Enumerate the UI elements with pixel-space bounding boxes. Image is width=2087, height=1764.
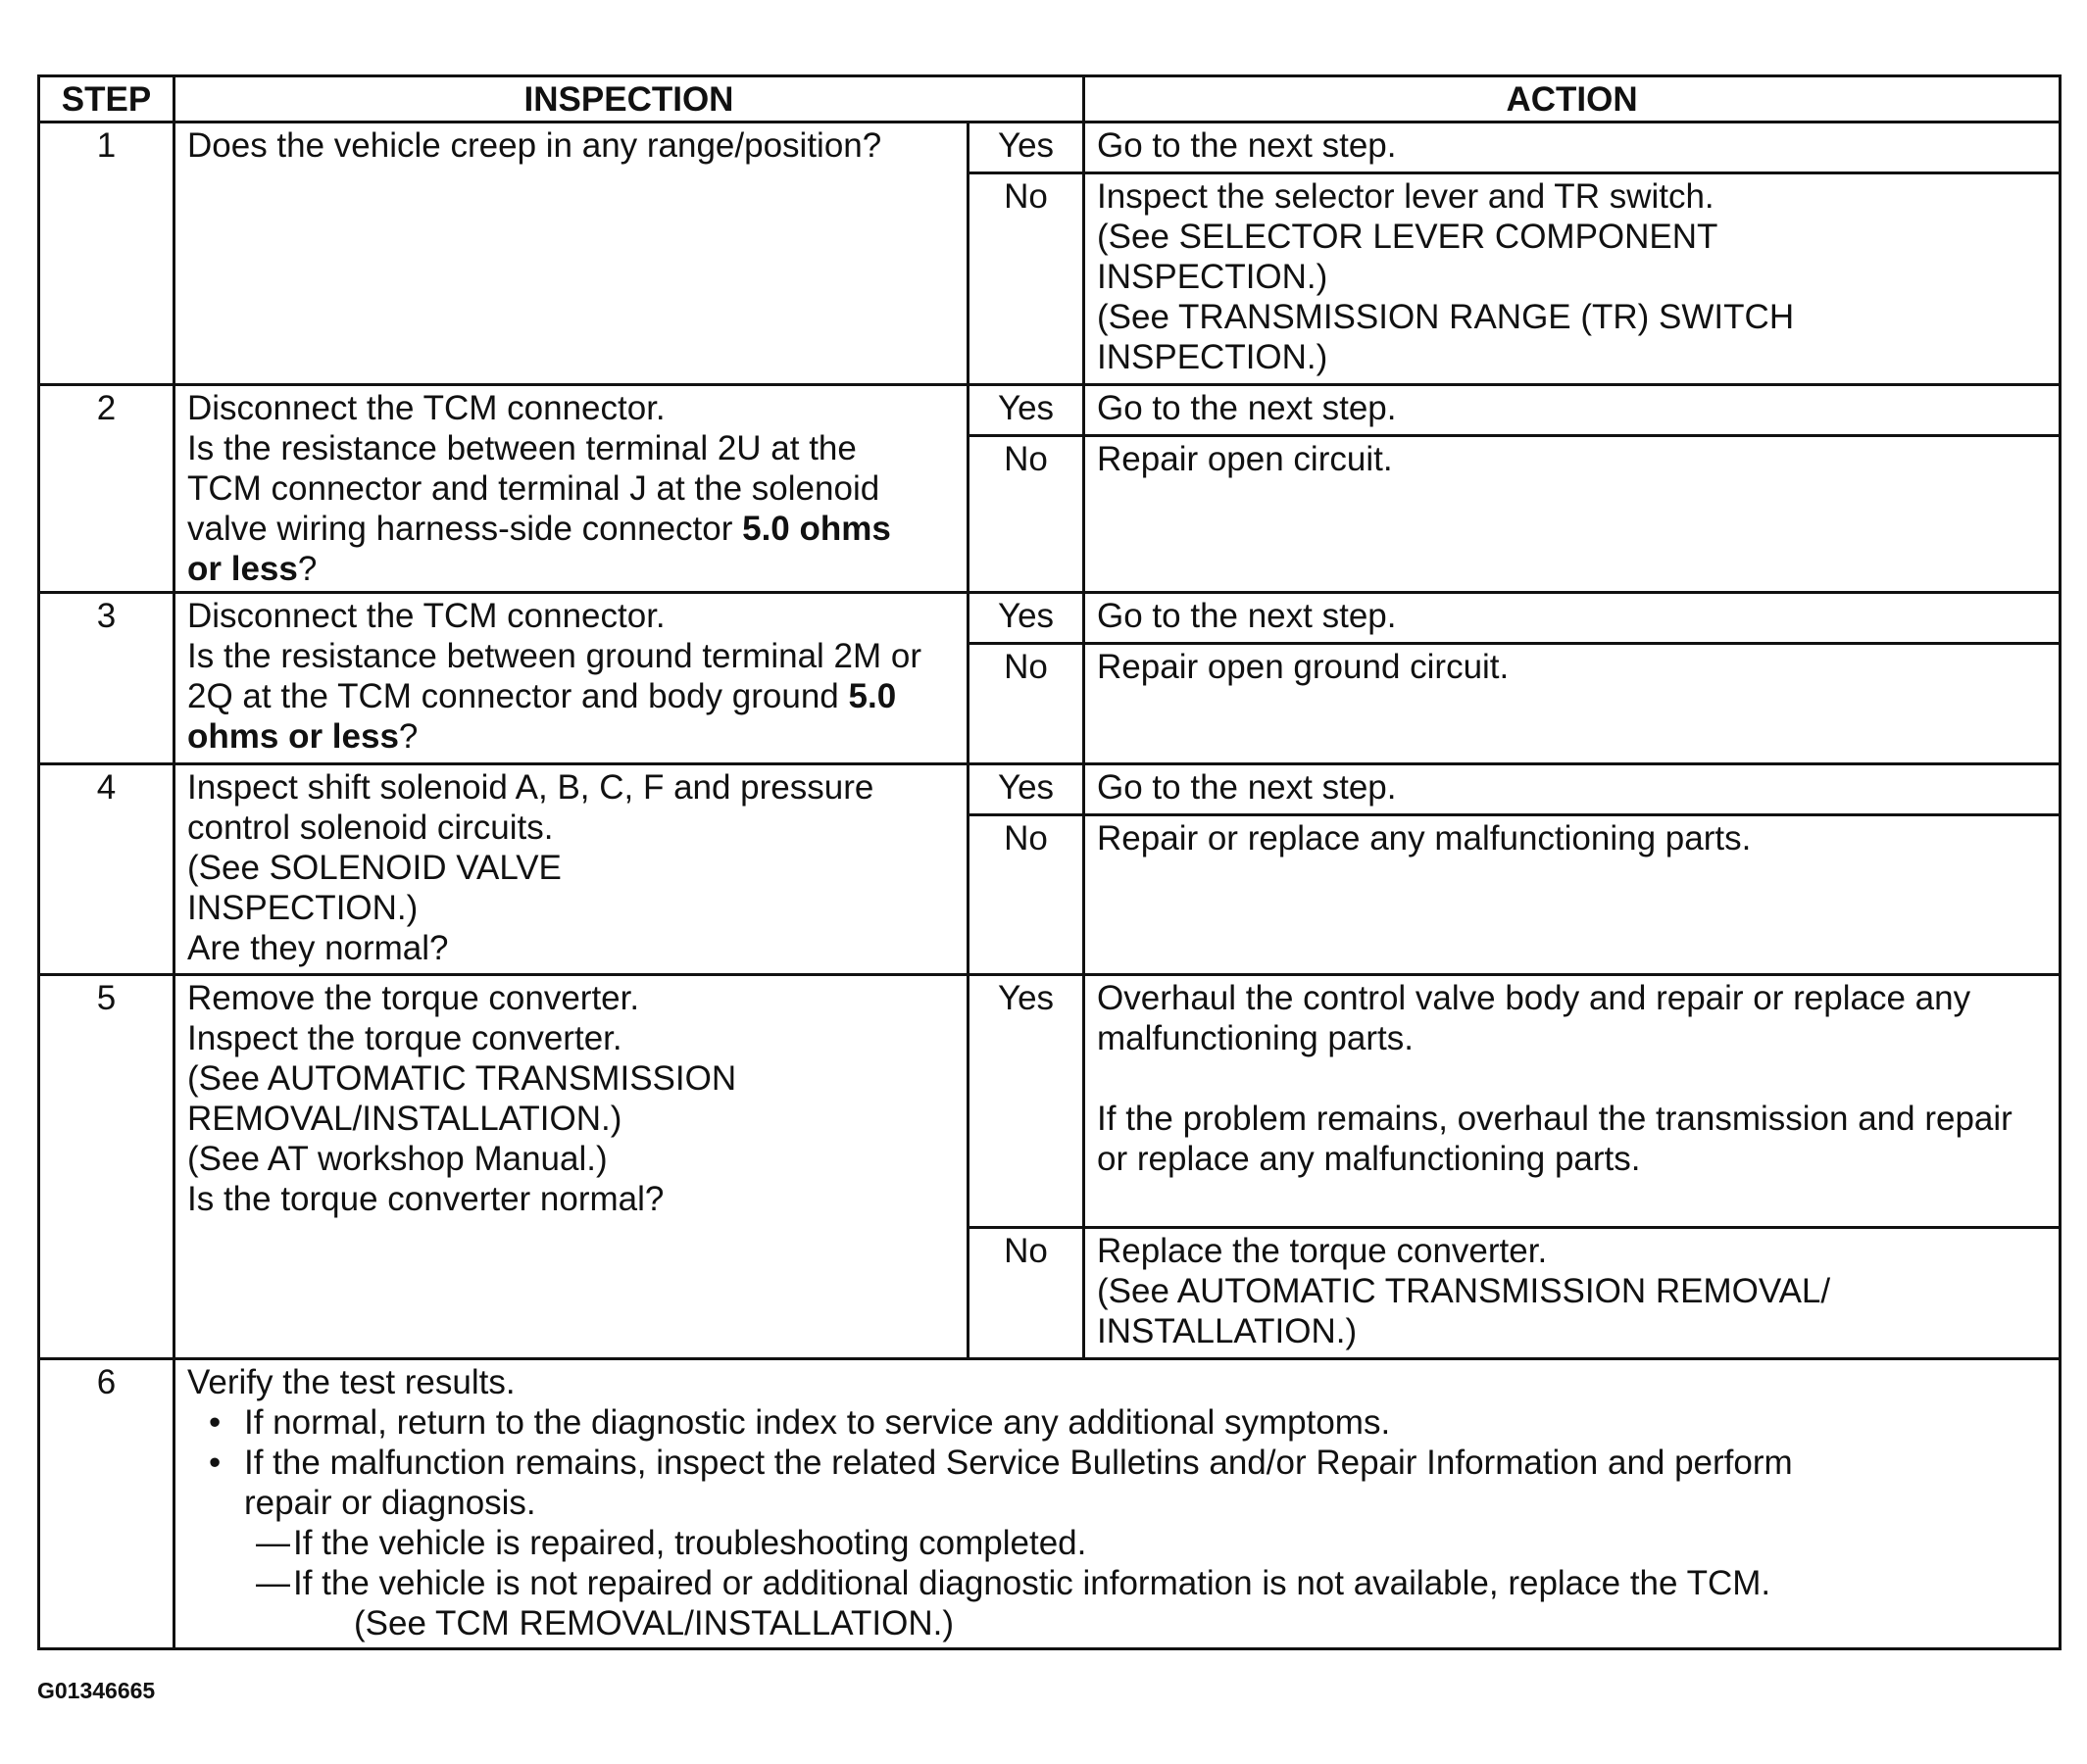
inspection-text: valve wiring harness-side connector [187,510,743,548]
inspection-text: Remove the torque converter. [187,979,640,1017]
resistance-value: 5.0 ohms [742,510,891,548]
no-label: No [969,644,1084,764]
yes-label: Yes [969,975,1084,1228]
action-text: Go to the next step. [1097,597,1397,635]
yes-action [1084,385,2061,436]
step-row-4-yes [39,764,2061,815]
yes-label: Yes [969,122,1084,173]
inspection-text: 2Q at the TCM connector and body ground [187,677,849,715]
no-action [1084,173,2061,385]
inspection-cell [174,764,969,975]
inspection-text: (See AT workshop Manual.) [187,1140,608,1178]
inspection-text-with-value [187,509,955,549]
action-text: Repair open circuit. [1097,440,1393,478]
yes-label: Yes [969,593,1084,644]
step-number: 1 [39,122,174,385]
question-mark: ? [398,717,419,756]
sub-item [187,1563,2047,1603]
inspection-text: (See SOLENOID VALVE [187,849,562,887]
inspection-text: INSPECTION.) [187,889,419,927]
yes-action [1084,975,2061,1228]
action-text: Go to the next step. [1097,768,1397,807]
header-row [39,76,2061,122]
no-action [1084,1228,2061,1359]
inspection-text: Disconnect the TCM connector. [187,597,666,635]
step-row-5-yes [39,975,2061,1228]
figure-id: G01346665 [37,1678,156,1703]
action-text: Replace the torque converter. [1097,1232,1548,1270]
sub-item [187,1523,2047,1563]
inspection-text: Is the torque converter normal? [187,1180,665,1218]
bullet-item [187,1402,2047,1443]
no-label: No [969,815,1084,975]
dash-mark: — [256,1524,290,1562]
yes-label: Yes [969,764,1084,815]
yes-action [1084,764,2061,815]
inspection-cell [174,975,969,1359]
inspection-text: REMOVAL/INSTALLATION.) [187,1100,622,1138]
action-text: Inspect the selector lever and TR switch. [1097,177,1714,216]
final-step-cell [174,1359,2061,1649]
bullet-mark: • [209,1403,222,1442]
question-mark: ? [297,550,318,588]
no-action [1084,815,2061,975]
inspection-text: Inspect the torque converter. [187,1019,622,1057]
action-text: INSTALLATION.) [1097,1312,1358,1350]
dash-mark: — [256,1564,290,1602]
no-label: No [969,436,1084,593]
inspection-text: Disconnect the TCM connector. [187,389,666,427]
no-action [1084,644,2061,764]
action-text: Repair or replace any malfunctioning parts. [1097,819,1752,858]
resistance-condition: or less [187,550,298,588]
action-text: Overhaul the control valve body and repair or replace any [1097,979,1971,1017]
bullet-text: repair or diagnosis. [244,1484,536,1522]
final-intro: Verify the test results. [187,1363,516,1401]
yes-action [1084,122,2061,173]
inspection-text: Does the vehicle creep in any range/position? [187,126,882,165]
inspection-text-with-value [187,676,955,716]
inspection-text: Are they normal? [187,929,449,967]
action-text: INSPECTION.) [1097,338,1328,376]
inspection-text: (See AUTOMATIC TRANSMISSION [187,1059,737,1098]
step-number: 6 [39,1359,174,1649]
action-text: or replace any malfunctioning parts. [1097,1140,1641,1178]
inspection-text: Is the resistance between terminal 2U at the [187,429,857,467]
action-text: malfunctioning parts. [1097,1019,1414,1057]
action-text: INSPECTION.) [1097,258,1328,296]
inspection-text: Is the resistance between ground terminal 2M or [187,637,921,675]
paragraph-gap [1097,1058,2047,1099]
header-step: STEP [39,76,174,122]
resistance-value: 5.0 [848,677,897,715]
step-row-1-yes [39,122,2061,173]
step-number: 3 [39,593,174,764]
inspection-cell [174,593,969,764]
inspection-text: Inspect shift solenoid A, B, C, F and pressure [187,768,874,807]
bullet-text: If the malfunction remains, inspect the related Service Bulletins and/or Repair Information and perform [244,1444,1793,1482]
no-action [1084,436,2061,593]
step-number: 5 [39,975,174,1359]
bullet-item [187,1443,2047,1523]
inspection-text-with-value [187,716,955,757]
header-action: ACTION [1084,76,2061,122]
action-text: (See TRANSMISSION RANGE (TR) SWITCH [1097,298,1795,336]
step-number: 4 [39,764,174,975]
bullet-text: If normal, return to the diagnostic index to service any additional symptoms. [244,1403,1391,1442]
action-text: Repair open ground circuit. [1097,648,1510,686]
inspection-text-with-value [187,549,955,589]
no-label: No [969,173,1084,385]
sub-item-text: If the vehicle is repaired, troubleshooting completed. [293,1524,1087,1562]
action-text: (See AUTOMATIC TRANSMISSION REMOVAL/ [1097,1272,1831,1310]
action-text: If the problem remains, overhaul the transmission and repair [1097,1100,2012,1138]
inspection-cell [174,122,969,385]
step-row-3-yes [39,593,2061,644]
diagnostic-table [37,74,2062,1650]
inspection-cell [174,385,969,593]
sub-item-reference: (See TCM REMOVAL/INSTALLATION.) [354,1604,954,1642]
sub-item-text: If the vehicle is not repaired or additional diagnostic information is not available, replace the TCM. [293,1564,1771,1602]
step-row-2-yes [39,385,2061,436]
yes-action [1084,593,2061,644]
yes-label: Yes [969,385,1084,436]
no-label: No [969,1228,1084,1359]
action-text: Go to the next step. [1097,389,1397,427]
inspection-text: TCM connector and terminal J at the solenoid [187,469,880,508]
header-inspection: INSPECTION [174,76,1084,122]
bullet-mark: • [209,1444,222,1482]
action-text: (See SELECTOR LEVER COMPONENT [1097,218,1718,256]
resistance-condition: ohms or less [187,717,399,756]
action-text: Go to the next step. [1097,126,1397,165]
step-row-6 [39,1359,2061,1649]
step-number: 2 [39,385,174,593]
inspection-text: control solenoid circuits. [187,808,554,847]
